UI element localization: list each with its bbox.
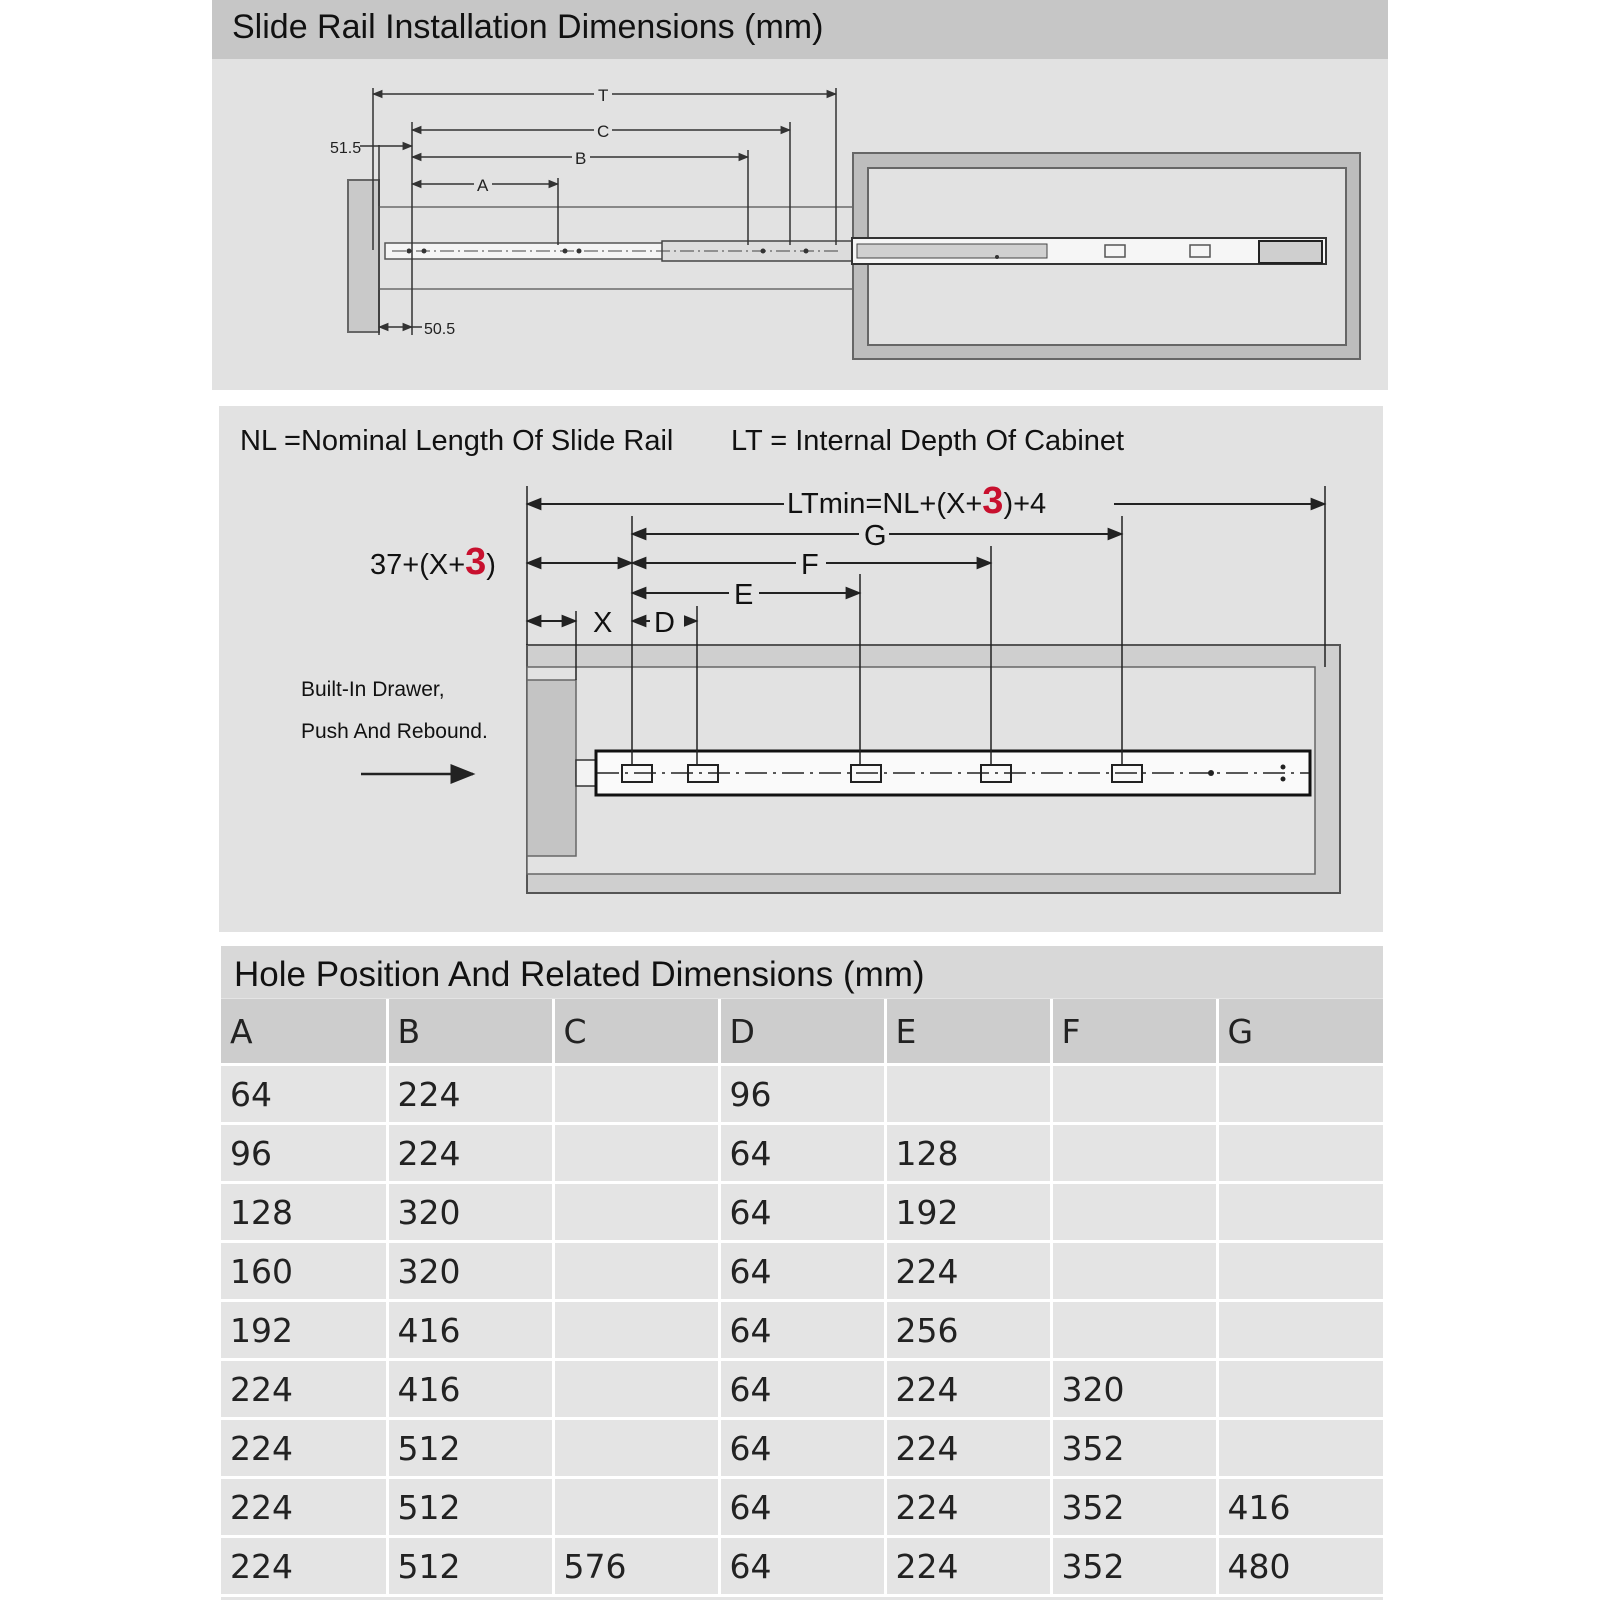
table-cell	[553, 1065, 719, 1124]
table-cell: 224	[221, 1419, 387, 1478]
table-cell: 224	[387, 1124, 553, 1183]
column-header-b: B	[387, 999, 553, 1065]
table-cell: 320	[387, 1183, 553, 1242]
left-offset-formula: 37+(X+3)	[370, 541, 496, 583]
table-row	[221, 1419, 1383, 1478]
installation-diagram	[212, 0, 1388, 390]
table-cell	[553, 1242, 719, 1301]
slide-rail	[385, 238, 1326, 264]
table-cell	[1051, 1124, 1217, 1183]
ltmin-formula: LTmin=NL+(X+3)+4	[787, 480, 1047, 522]
table-cell: 512	[387, 1478, 553, 1537]
table-cell: 224	[885, 1419, 1051, 1478]
table-cell: 224	[885, 1242, 1051, 1301]
table-cell	[553, 1478, 719, 1537]
table-cell: 224	[221, 1478, 387, 1537]
label-g: G	[864, 520, 887, 552]
table-cell: 224	[885, 1360, 1051, 1419]
installation-panel	[212, 0, 1388, 390]
nl-definition: NL =Nominal Length Of Slide Rail	[240, 425, 674, 457]
table-cell: 96	[221, 1124, 387, 1183]
drawer-front	[348, 180, 379, 332]
table-cell	[1217, 1419, 1383, 1478]
table-row	[221, 1242, 1383, 1301]
label-t: T	[598, 86, 609, 105]
label-e: E	[734, 579, 754, 611]
table-cell: 160	[221, 1242, 387, 1301]
table-cell	[553, 1301, 719, 1360]
column-header-d: D	[719, 999, 885, 1065]
label-offset-top: 51.5	[330, 140, 362, 157]
table-cell	[1051, 1301, 1217, 1360]
table-header-row	[221, 999, 1383, 1065]
table-cell: 128	[885, 1124, 1051, 1183]
table-cell	[1217, 1124, 1383, 1183]
label-c: C	[597, 122, 610, 141]
table-row	[221, 1478, 1383, 1537]
table-cell: 512	[387, 1419, 553, 1478]
table-cell: 416	[1217, 1478, 1383, 1537]
table-cell: 352	[1051, 1537, 1217, 1596]
table-cell	[1051, 1065, 1217, 1124]
table-cell: 512	[387, 1537, 553, 1596]
dimensions-table-panel	[221, 946, 1383, 1600]
column-header-g: G	[1217, 999, 1383, 1065]
table-row	[221, 1537, 1383, 1596]
table-title: Hole Position And Related Dimensions (mm)	[234, 955, 925, 994]
table-cell	[1217, 1242, 1383, 1301]
table-row	[221, 1183, 1383, 1242]
table-cell	[553, 1183, 719, 1242]
table-header-bar	[221, 946, 1383, 998]
column-header-e: E	[885, 999, 1051, 1065]
table-cell: 480	[1217, 1537, 1383, 1596]
label-x: X	[593, 607, 613, 639]
table-cell	[1051, 1183, 1217, 1242]
table-cell: 320	[1051, 1360, 1217, 1419]
table-cell	[553, 1360, 719, 1419]
table-cell: 224	[221, 1360, 387, 1419]
table-cell: 128	[221, 1183, 387, 1242]
table-cell: 192	[221, 1301, 387, 1360]
table-cell: 352	[1051, 1419, 1217, 1478]
table-cell: 256	[885, 1301, 1051, 1360]
drawer-note-line2: Push And Rebound.	[301, 720, 488, 743]
table-cell: 224	[885, 1478, 1051, 1537]
table-cell: 416	[387, 1360, 553, 1419]
formula-panel	[219, 406, 1383, 932]
table-cell: 64	[719, 1419, 885, 1478]
column-header-a: A	[221, 999, 387, 1065]
table-cell	[885, 1065, 1051, 1124]
table-cell: 64	[719, 1537, 885, 1596]
table-cell: 64	[719, 1242, 885, 1301]
table-cell	[1217, 1301, 1383, 1360]
table-row	[221, 1301, 1383, 1360]
column-header-f: F	[1051, 999, 1217, 1065]
table-cell: 192	[885, 1183, 1051, 1242]
table-cell	[1051, 1242, 1217, 1301]
table-cell	[1217, 1065, 1383, 1124]
label-b: B	[575, 149, 587, 168]
table-cell	[1217, 1183, 1383, 1242]
table-cell: 64	[719, 1124, 885, 1183]
drawer-front	[527, 680, 576, 856]
table-cell: 416	[387, 1301, 553, 1360]
label-d: D	[654, 607, 675, 639]
table-row	[221, 1124, 1383, 1183]
label-f: F	[801, 549, 819, 581]
table-row	[221, 1065, 1383, 1124]
table-cell: 64	[719, 1183, 885, 1242]
table-cell: 224	[885, 1537, 1051, 1596]
label-offset-bottom: 50.5	[424, 321, 456, 338]
label-a: A	[477, 176, 489, 195]
slide-rail	[576, 751, 1310, 795]
table-cell	[1217, 1360, 1383, 1419]
table-cell: 576	[553, 1537, 719, 1596]
table-cell: 320	[387, 1242, 553, 1301]
table-cell: 64	[719, 1478, 885, 1537]
table-cell: 224	[387, 1065, 553, 1124]
lt-definition: LT = Internal Depth Of Cabinet	[731, 425, 1125, 457]
drawer-note-line1: Built-In Drawer,	[301, 678, 445, 701]
table-row	[221, 1360, 1383, 1419]
table-cell: 352	[1051, 1478, 1217, 1537]
table-cell: 64	[719, 1360, 885, 1419]
dimensions-table	[221, 999, 1383, 1597]
installation-title: Slide Rail Installation Dimensions (mm)	[232, 8, 824, 46]
table-cell	[553, 1124, 719, 1183]
table-cell: 96	[719, 1065, 885, 1124]
table-cell: 224	[221, 1537, 387, 1596]
table-cell: 64	[221, 1065, 387, 1124]
table-cell	[553, 1419, 719, 1478]
table-cell: 64	[719, 1301, 885, 1360]
column-header-c: C	[553, 999, 719, 1065]
formula-diagram	[219, 406, 1383, 932]
